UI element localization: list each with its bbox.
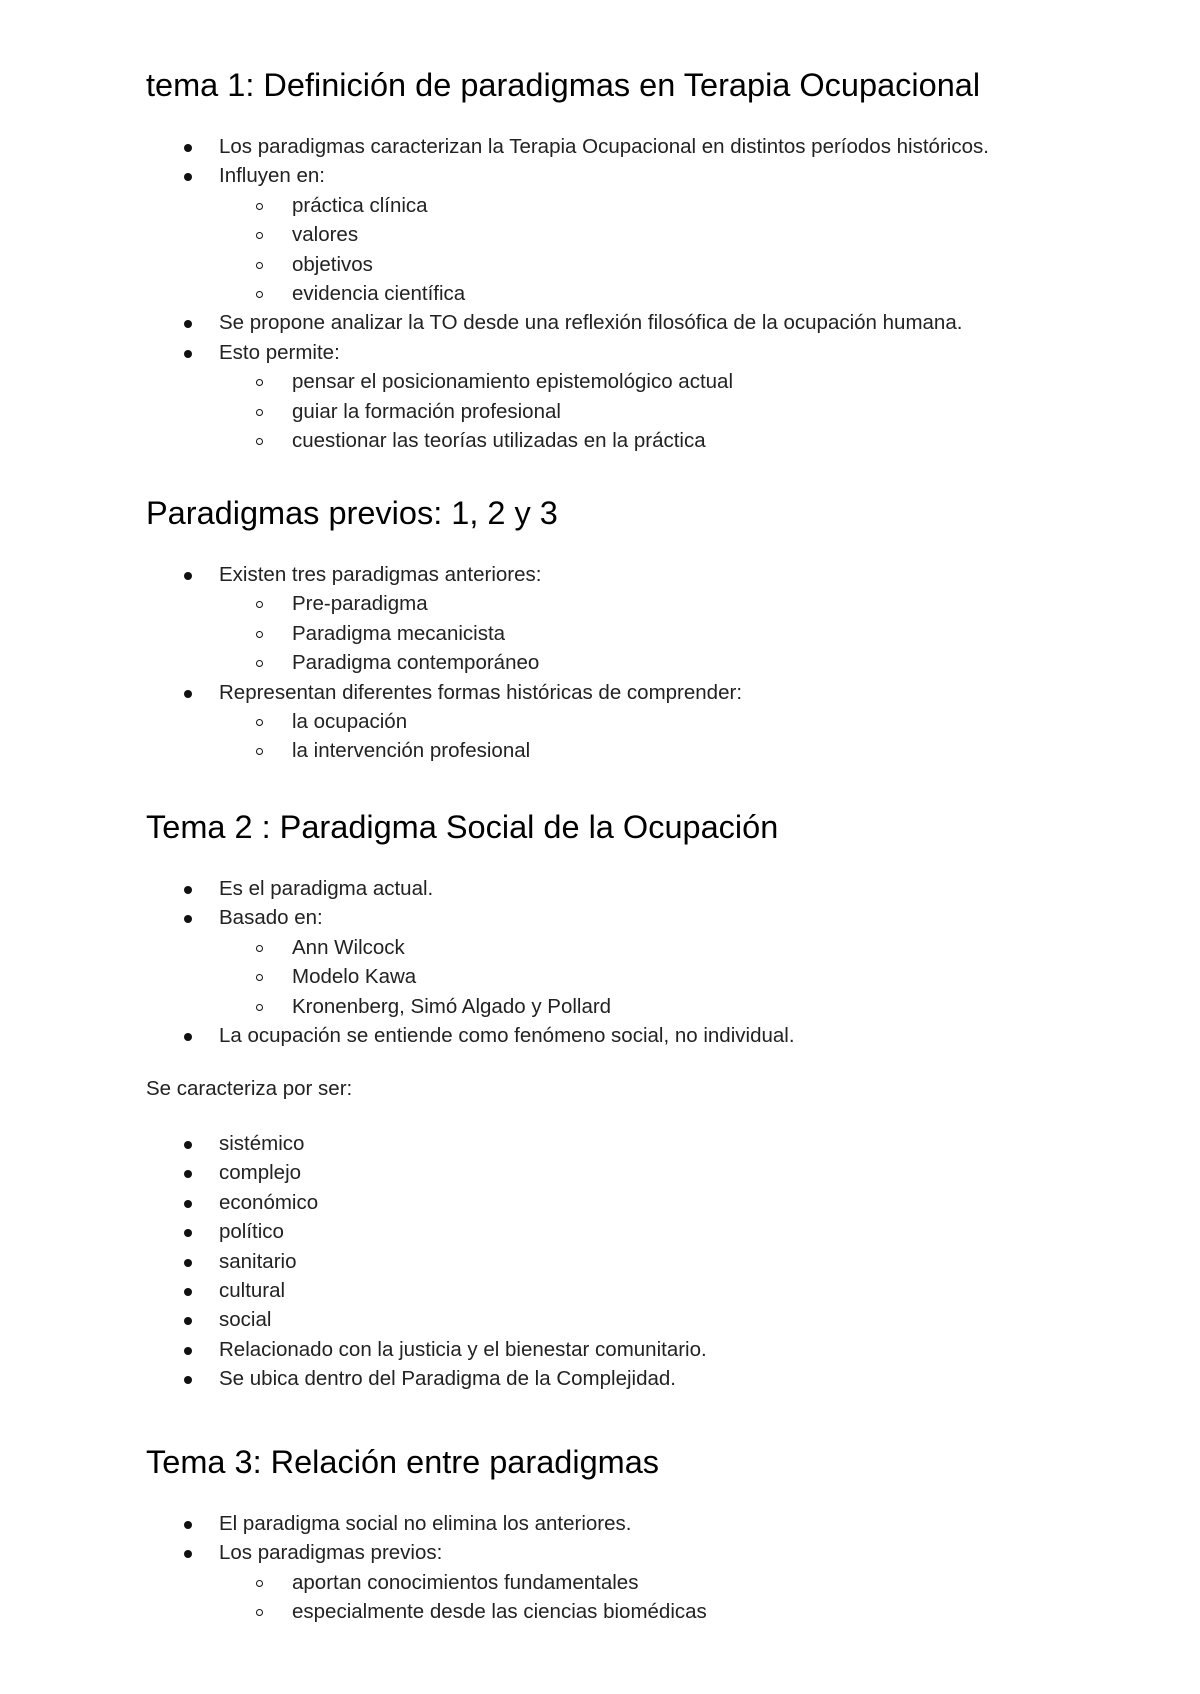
list-item: sistémico	[219, 1132, 305, 1155]
bullet-circle-icon	[256, 232, 263, 239]
bullet-dot-icon	[184, 1229, 192, 1237]
list-item: Se ubica dentro del Paradigma de la Complejidad.	[219, 1367, 676, 1391]
bullet-dot-icon	[184, 1347, 192, 1355]
bullet-circle-icon	[256, 974, 263, 981]
sub-list-item: objetivos	[292, 252, 373, 276]
bullet-circle-icon	[256, 1004, 263, 1011]
section-heading: Tema 2 : Paradigma Social de la Ocupación	[146, 809, 779, 845]
list-item: El paradigma social no elimina los anteriores.	[219, 1512, 632, 1535]
sub-list-item: aportan conocimientos fundamentales	[292, 1570, 639, 1594]
bullet-circle-icon	[256, 1580, 263, 1587]
bullet-dot-icon	[184, 1033, 192, 1041]
list-item: político	[219, 1220, 284, 1244]
bullet-dot-icon	[184, 144, 192, 152]
list-item: Influyen en:	[219, 164, 325, 188]
sub-list-item: la intervención profesional	[292, 739, 531, 763]
sub-list-item: cuestionar las teorías utilizadas en la práctica	[292, 429, 706, 452]
list-item: Relacionado con la justicia y el bienestar comunitario.	[219, 1337, 707, 1361]
sub-list-item: valores	[292, 223, 359, 247]
section-heading: Tema 3: Relación entre paradigmas	[146, 1444, 660, 1480]
sub-list-item: especialmente desde las ciencias biomédicas	[292, 1600, 707, 1624]
bullet-circle-icon	[256, 631, 263, 638]
bullet-dot-icon	[184, 173, 192, 181]
bullet-circle-icon	[256, 1609, 263, 1616]
bullet-circle-icon	[256, 291, 263, 298]
bullet-circle-icon	[256, 719, 263, 726]
bullet-dot-icon	[184, 572, 192, 580]
list-item: Los paradigmas caracterizan la Terapia Ocupacional en distintos períodos históricos.	[219, 135, 989, 158]
list-item: Los paradigmas previos:	[219, 1541, 443, 1565]
bullet-dot-icon	[184, 1376, 192, 1384]
list-item: económico	[219, 1190, 319, 1214]
sub-list-item: Paradigma mecanicista	[292, 621, 506, 645]
bullet-circle-icon	[256, 409, 263, 416]
bullet-circle-icon	[256, 748, 263, 755]
sub-list-item: la ocupación	[292, 710, 408, 733]
bullet-dot-icon	[184, 1200, 192, 1208]
paragraph-text: Se caracteriza por ser:	[146, 1077, 353, 1100]
section-heading: Paradigmas previos: 1, 2 y 3	[146, 495, 558, 531]
sub-list-item: Modelo Kawa	[292, 965, 417, 989]
sub-list-item: práctica clínica	[292, 193, 428, 217]
list-item: sanitario	[219, 1249, 297, 1273]
bullet-dot-icon	[184, 1141, 192, 1149]
sub-list-item: Ann Wilcock	[292, 935, 405, 959]
bullet-dot-icon	[184, 915, 192, 923]
sub-list-item: guiar la formación profesional	[292, 399, 561, 423]
bullet-dot-icon	[184, 320, 192, 328]
bullet-dot-icon	[184, 1170, 192, 1178]
bullet-dot-icon	[184, 690, 192, 698]
bullet-circle-icon	[256, 379, 263, 386]
list-item: Se propone analizar la TO desde una reflexión filosófica de la ocupación humana.	[219, 311, 963, 335]
list-item: Existen tres paradigmas anteriores:	[219, 563, 542, 586]
bullet-dot-icon	[184, 1288, 192, 1296]
sub-list-item: Paradigma contemporáneo	[292, 651, 540, 675]
list-item: social	[219, 1308, 272, 1332]
list-item: complejo	[219, 1161, 302, 1185]
list-item: Representan diferentes formas históricas de comprender:	[219, 680, 743, 704]
sub-list-item: Kronenberg, Simó Algado y Pollard	[292, 994, 612, 1018]
sub-list-item: Pre-paradigma	[292, 592, 428, 616]
bullet-circle-icon	[256, 945, 263, 952]
bullet-circle-icon	[256, 660, 263, 667]
list-item: Basado en:	[219, 906, 323, 930]
bullet-circle-icon	[256, 601, 263, 608]
sub-list-item: evidencia científica	[292, 282, 466, 305]
list-item: Es el paradigma actual.	[219, 877, 434, 900]
bullet-dot-icon	[184, 1521, 192, 1529]
bullet-circle-icon	[256, 262, 263, 269]
bullet-dot-icon	[184, 1317, 192, 1325]
bullet-dot-icon	[184, 1259, 192, 1267]
bullet-dot-icon	[184, 1550, 192, 1558]
bullet-circle-icon	[256, 438, 263, 445]
list-item: cultural	[219, 1279, 286, 1302]
bullet-dot-icon	[184, 350, 192, 358]
section-heading: tema 1: Definición de paradigmas en Terapia Ocupacional	[146, 67, 981, 103]
bullet-dot-icon	[184, 886, 192, 894]
list-item: Esto permite:	[219, 340, 340, 364]
bullet-circle-icon	[256, 203, 263, 210]
sub-list-item: pensar el posicionamiento epistemológico actual	[292, 370, 734, 394]
list-item: La ocupación se entiende como fenómeno social, no individual.	[219, 1024, 795, 1047]
